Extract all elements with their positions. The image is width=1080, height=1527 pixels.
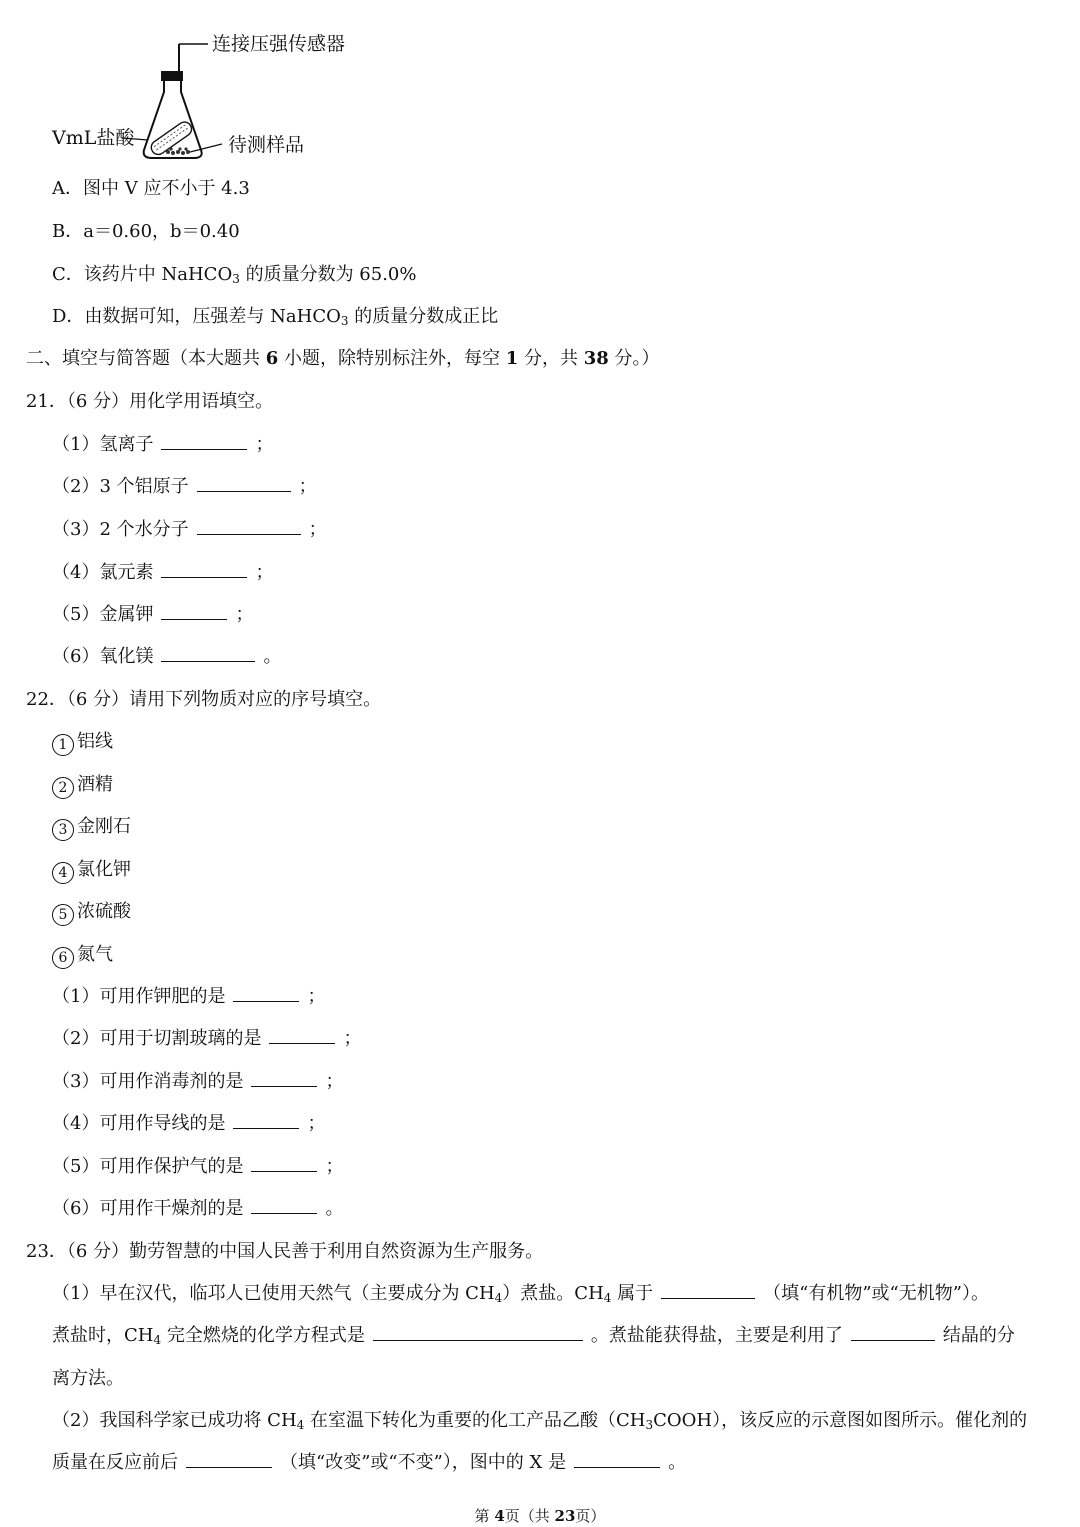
q22-item-2 <box>52 1027 361 1051</box>
heading-num: 6 <box>265 348 279 369</box>
answer-blank[interactable] <box>233 1112 299 1129</box>
item-label: （5）可用作保护气的是 <box>52 1156 244 1177</box>
circled-number: 2 <box>52 777 74 799</box>
total-pages: 23 <box>554 1507 576 1525</box>
option-letter: D． <box>52 306 85 327</box>
para-text: 质量在反应前后 <box>52 1452 178 1473</box>
circled-number: 6 <box>52 947 74 969</box>
q22-stem: 22．（6 分）请用下列物质对应的序号填空。 <box>26 689 382 710</box>
q23-para-4 <box>52 1409 1027 1437</box>
para-text: 。 <box>668 1452 687 1473</box>
footer-text: 页） <box>575 1507 606 1525</box>
para-text: 结晶的分 <box>942 1325 1015 1346</box>
material-1 <box>52 730 113 756</box>
subscript: 3 <box>340 314 349 328</box>
subscript: 3 <box>232 272 240 286</box>
q23-para-2 <box>52 1324 1015 1352</box>
material-2 <box>52 773 113 799</box>
item-label: （6）可用作干燥剂的是 <box>52 1198 244 1219</box>
para-text: 煮盐时，CH <box>52 1325 154 1346</box>
item-label: （3）2 个水分子 <box>52 519 189 540</box>
answer-blank[interactable] <box>269 1027 335 1044</box>
item-label: （3）可用作消毒剂的是 <box>52 1071 244 1092</box>
item-end: ； <box>325 1071 344 1092</box>
material-name: 铝线 <box>77 731 113 752</box>
answer-blank[interactable] <box>373 1324 583 1341</box>
q23-stem: 23．（6 分）勤劳智慧的中国人民善于利用自然资源为生产服务。 <box>26 1241 544 1262</box>
item-end: ； <box>255 562 274 583</box>
item-end: ； <box>325 1156 344 1177</box>
circled-number: 3 <box>52 819 74 841</box>
q22-item-4 <box>52 1112 325 1136</box>
para-text: COOH），该反应的示意图如图所示。催化剂的 <box>653 1410 1028 1431</box>
sample-particles <box>166 147 190 155</box>
answer-blank[interactable] <box>197 475 291 492</box>
item-end: ； <box>298 476 317 497</box>
heading-num: 1 <box>505 348 519 369</box>
q21-item-6 <box>52 645 281 669</box>
option-a <box>52 177 250 201</box>
answer-blank[interactable] <box>161 433 247 450</box>
q21-item-1 <box>52 433 273 457</box>
page-footer <box>0 1506 1080 1526</box>
option-text: 由数据可知，压强差与 NaHCO <box>84 306 341 327</box>
para-text: （2）我国科学家已成功将 CH <box>52 1410 297 1431</box>
option-text: a＝0.60，b＝0.40 <box>83 221 240 242</box>
item-end: ； <box>307 986 326 1007</box>
q21-stem: 21．（6 分）用化学用语填空。 <box>26 391 274 412</box>
answer-blank[interactable] <box>161 645 255 662</box>
subscript: 4 <box>603 1291 612 1305</box>
answer-blank[interactable] <box>251 1070 317 1087</box>
q21-item-2 <box>52 475 317 499</box>
para-text: 属于 <box>611 1283 654 1304</box>
answer-blank[interactable] <box>251 1155 317 1172</box>
answer-blank[interactable] <box>574 1451 660 1468</box>
q23-para-1 <box>52 1282 989 1310</box>
material-name: 氯化钾 <box>77 859 131 880</box>
page-number: 4 <box>494 1507 505 1525</box>
q22-item-5 <box>52 1155 343 1179</box>
footer-text: 第 <box>474 1507 495 1525</box>
material-name: 浓硫酸 <box>77 901 131 922</box>
q23-para-3: 离方法。 <box>52 1368 124 1389</box>
heading-text: 二、填空与简答题（本大题共 <box>26 348 266 369</box>
answer-blank[interactable] <box>161 561 247 578</box>
q22-item-1 <box>52 985 325 1009</box>
heading-text: 小题，除特别标注外，每空 <box>278 348 506 369</box>
item-label: （5）金属钾 <box>52 604 154 625</box>
item-end: ； <box>307 1113 326 1134</box>
answer-blank[interactable] <box>186 1451 272 1468</box>
circled-number: 4 <box>52 862 74 884</box>
item-label: （2）3 个铝原子 <box>52 476 189 497</box>
footer-text: 页（共 <box>504 1507 555 1525</box>
label-sample: 待测样品 <box>228 134 305 156</box>
option-b <box>52 220 240 244</box>
material-3 <box>52 815 131 841</box>
material-name: 金刚石 <box>77 816 131 837</box>
circled-number: 5 <box>52 904 74 926</box>
answer-blank[interactable] <box>851 1324 935 1341</box>
q22-item-6 <box>52 1197 343 1221</box>
q21-item-4 <box>52 561 273 585</box>
material-6 <box>52 943 113 969</box>
option-c <box>52 263 416 291</box>
subscript: 3 <box>645 1418 654 1432</box>
item-end: ； <box>255 434 274 455</box>
label-acid: VmL盐酸 <box>52 127 135 149</box>
q21-item-5 <box>52 603 253 627</box>
section-heading <box>26 347 660 371</box>
flask-stopper <box>161 71 183 81</box>
label-pressure-sensor: 连接压强传感器 <box>212 33 346 55</box>
item-label: （4）可用作导线的是 <box>52 1113 226 1134</box>
para-text: 完全燃烧的化学方程式是 <box>161 1325 365 1346</box>
option-d <box>52 305 498 333</box>
subscript: 4 <box>494 1291 503 1305</box>
para-text: （1）早在汉代，临邛人已使用天然气（主要成分为 CH <box>52 1283 495 1304</box>
q23-para-5 <box>52 1451 686 1475</box>
item-label: （1）可用作钾肥的是 <box>52 986 226 1007</box>
answer-blank[interactable] <box>661 1282 755 1299</box>
material-name: 氮气 <box>77 944 113 965</box>
para-text: 在室温下转化为重要的化工产品乙酸（CH <box>304 1410 646 1431</box>
answer-blank[interactable] <box>251 1197 317 1214</box>
option-text: 的质量分数成正比 <box>348 306 499 327</box>
sample-leader-line <box>190 144 222 152</box>
item-end: 。 <box>263 646 282 667</box>
item-end: 。 <box>325 1198 344 1219</box>
q22-item-3 <box>52 1070 343 1094</box>
answer-blank[interactable] <box>233 985 299 1002</box>
item-label: （4）氯元素 <box>52 562 154 583</box>
para-text: ）煮盐。CH <box>502 1283 604 1304</box>
material-4 <box>52 858 131 884</box>
material-5 <box>52 900 131 926</box>
option-letter: A． <box>52 178 83 199</box>
heading-num: 38 <box>583 348 609 369</box>
option-letter: B． <box>52 221 84 242</box>
para-text: 。煮盐能获得盐，主要是利用了 <box>590 1325 843 1346</box>
subscript: 4 <box>153 1333 162 1347</box>
option-text: 的质量分数为 65.0% <box>239 264 417 285</box>
item-label: （1）氢离子 <box>52 434 154 455</box>
item-end: ； <box>235 604 254 625</box>
q21-item-3 <box>52 518 327 542</box>
option-text: 图中 V 应不小于 4.3 <box>83 178 250 199</box>
circled-number: 1 <box>52 734 74 756</box>
item-label: （6）氧化镁 <box>52 646 154 667</box>
subscript: 4 <box>296 1418 305 1432</box>
material-name: 酒精 <box>77 774 113 795</box>
heading-text: 分。） <box>608 348 660 369</box>
item-label: （2）可用于切割玻璃的是 <box>52 1028 262 1049</box>
option-text: 该药片中 NaHCO <box>83 264 233 285</box>
para-text: （填“有机物”或“无机物”）。 <box>763 1283 989 1304</box>
item-end: ； <box>308 519 327 540</box>
item-end: ； <box>343 1028 362 1049</box>
heading-text: 分，共 <box>518 348 584 369</box>
para-text: （填“改变”或“不变”），图中的 X 是 <box>280 1452 567 1473</box>
answer-blank[interactable] <box>161 603 227 620</box>
option-letter: C． <box>52 264 84 285</box>
answer-blank[interactable] <box>197 518 301 535</box>
